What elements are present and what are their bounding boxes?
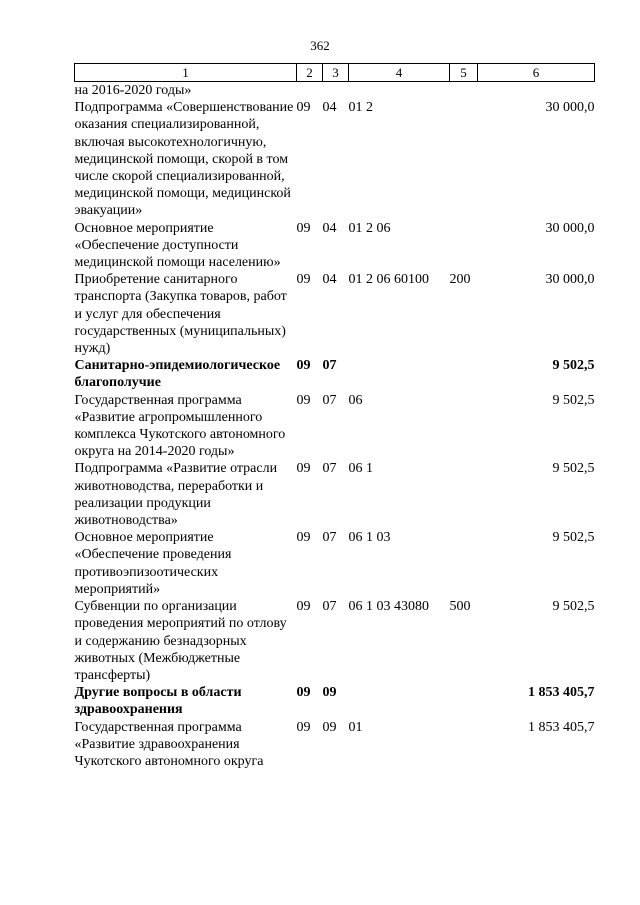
row-name: Государственная программа «Развитие здравоохранения Чукотского автономного округа (74, 719, 264, 769)
row-subsection-code: 04 (322, 100, 337, 116)
row-section-code: 09 (296, 100, 311, 116)
column-header-4: 4 (349, 64, 450, 82)
row-target-article: 06 (348, 392, 363, 408)
row-amount: 9 502,5 (552, 358, 595, 374)
row-name: Подпрограмма «Совершенствование оказания специализированной, включая высокотехнологичную, медицинской помощи, скорой в том числе скорой специализированной, медицинской помощи, медицинской эвакуации» (74, 100, 294, 219)
row-target-article: 01 (348, 719, 363, 735)
table-row (75, 460, 595, 529)
row-target-article (349, 82, 450, 100)
row-subsection-code: 04 (322, 220, 337, 236)
row-expense-type (450, 357, 478, 391)
table-row (75, 598, 595, 684)
row-amount: 30 000,0 (545, 220, 595, 236)
row-expense-type (450, 684, 478, 718)
row-amount: 30 000,0 (545, 100, 595, 116)
column-header-5: 5 (450, 64, 478, 82)
row-expense-type (450, 719, 478, 771)
row-expense-type (450, 460, 478, 529)
row-section-code (297, 82, 323, 100)
row-name: Приобретение санитарного транспорта (Закупка товаров, работ и услуг для обеспечения государственных (муниципальных) нужд) (74, 272, 287, 357)
row-amount: 30 000,0 (545, 272, 595, 288)
column-header-2: 2 (297, 64, 323, 82)
row-section-code: 09 (296, 358, 311, 374)
row-subsection-code: 09 (322, 719, 337, 735)
row-expense-type (450, 220, 478, 272)
table-row (75, 684, 595, 718)
row-expense-type (450, 529, 478, 598)
table-row (75, 82, 595, 100)
row-section-code: 09 (296, 272, 311, 288)
row-target-article: 06 1 (348, 461, 373, 477)
table-row (75, 719, 595, 771)
row-amount: 1 853 405,7 (528, 719, 595, 735)
row-expense-type (450, 99, 478, 219)
row-name: Другие вопросы в области здравоохранения (74, 685, 242, 718)
row-subsection-code: 07 (322, 599, 337, 615)
row-section-code: 09 (296, 530, 311, 546)
row-section-code: 09 (296, 392, 311, 408)
table-header-row (75, 64, 595, 82)
row-subsection-code: 07 (322, 392, 337, 408)
row-name: Санитарно-эпидемиологическое благополучие (74, 358, 281, 391)
row-amount: 9 502,5 (552, 461, 595, 477)
row-section-code: 09 (296, 461, 311, 477)
row-subsection-code: 07 (322, 358, 337, 374)
row-subsection-code: 04 (322, 272, 337, 288)
row-target-article (349, 357, 450, 391)
table-row (75, 392, 595, 461)
page-number: 362 (310, 38, 330, 53)
row-name: Подпрограмма «Развитие отрасли животноводства, переработки и реализации продукции животноводства» (74, 461, 278, 529)
table-row (75, 529, 595, 598)
row-target-article (349, 684, 450, 718)
row-target-article: 01 2 06 60100 (348, 272, 429, 288)
row-section-code: 09 (296, 599, 311, 615)
row-name: Основное мероприятие «Обеспечение доступности медицинской помощи населению» (74, 220, 281, 271)
row-target-article: 06 1 03 43080 (348, 599, 429, 615)
row-section-code: 09 (296, 220, 311, 236)
row-section-code: 09 (296, 685, 311, 701)
row-subsection-code (323, 82, 349, 100)
table-row (75, 357, 595, 391)
row-expense-type: 500 (449, 599, 471, 615)
row-expense-type (450, 82, 478, 100)
row-name: на 2016-2020 годы» (74, 83, 192, 98)
row-expense-type (450, 392, 478, 461)
table-row (75, 271, 595, 357)
row-amount (478, 82, 595, 100)
row-target-article: 01 2 (348, 100, 373, 116)
row-name: Основное мероприятие «Обеспечение проведения противоэпизоотических мероприятий» (74, 530, 232, 597)
budget-table (74, 63, 595, 770)
row-subsection-code: 07 (322, 530, 337, 546)
row-name: Государственная программа «Развитие агропромышленного комплекса Чукотского автономного округа на 2014-2020 годы» (74, 392, 286, 460)
table-body (75, 82, 595, 771)
row-name: Субвенции по организации проведения мероприятий по отлову и содержанию безнадзорных животных (Межбюджетные трансферты) (74, 599, 287, 683)
row-amount: 9 502,5 (552, 530, 595, 546)
column-header-6: 6 (478, 64, 595, 82)
row-subsection-code: 09 (322, 685, 337, 701)
column-header-1: 1 (75, 64, 297, 82)
row-target-article: 06 1 03 (348, 530, 391, 546)
row-amount: 1 853 405,7 (528, 685, 595, 701)
row-amount: 9 502,5 (552, 392, 595, 408)
table-row (75, 99, 595, 219)
row-section-code: 09 (296, 719, 311, 735)
row-subsection-code: 07 (322, 461, 337, 477)
row-target-article: 01 2 06 (348, 220, 391, 236)
column-header-3: 3 (323, 64, 349, 82)
row-amount: 9 502,5 (552, 599, 595, 615)
table-row (75, 220, 595, 272)
row-expense-type: 200 (449, 272, 471, 288)
